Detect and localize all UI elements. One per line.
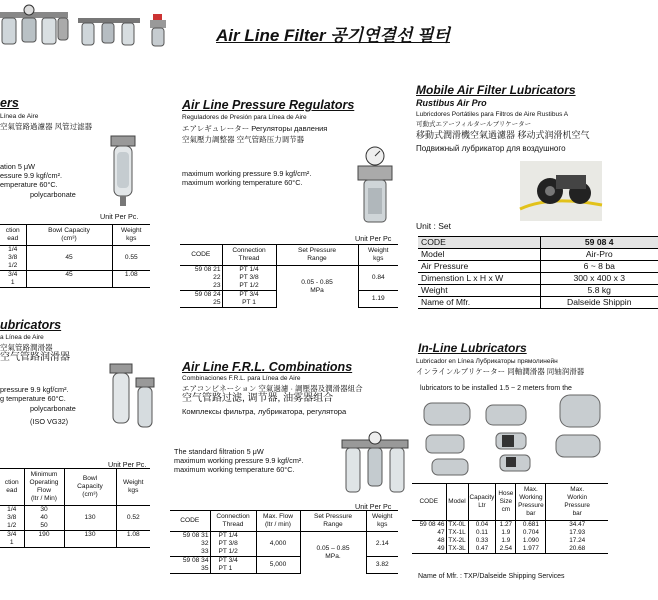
inline-desc-1: Lubricador en Línea Лубрикаторы прямолинейн [416,358,558,365]
table-row: 59 08 46 TX-0L 0.04 1.27 0.681 34.47 [412,521,608,530]
lubricators-table [0,468,150,548]
lubricator-image [108,364,158,441]
table-row: 59 08 34 PT 3/4 5,000 3.82 [170,557,398,566]
table-row: 3/8 40 130 0.52 [0,514,150,522]
table-row: 1 [0,539,150,548]
lubricators-col-thread: ction ead [0,469,24,506]
filters-spec-4: polycarbonate [30,190,76,199]
mobile-desc-2: 可動式エアーフィルタールブリケーター [416,121,532,128]
table-row: 25 PT 1 [180,299,398,308]
lubricators-unit: Unit Per Pc. [108,460,147,469]
frl-title: Air Line F.R.L. Combinations [182,360,353,374]
frl-flow-2: 5,000 [256,557,300,574]
frl-range-unit: MPa. [325,552,341,560]
table-row: 33 PT 1/2 [170,548,398,557]
header-bar [0,0,600,48]
regulators-col-weight: Weight kgs [358,245,398,266]
regulators-col-thread: Connection Thread [222,245,276,266]
frl-range: 0.05 – 0.85 [316,544,350,552]
mobile-desc-1: Lubricdores Portátiles para Filtros de Aire Rustibus A [416,111,569,118]
frl-desc-4: Комплексы фильтра, лубрикатора, регулятора [182,407,347,416]
table-row: 49 TX-3L 0.47 2.54 1.977 20.68 [412,545,608,554]
lubricators-spec-4: (ISO VG32) [30,417,69,426]
regulators-range: 0.05 - 0.85 [301,278,333,286]
table-row: 35 PT 1 [170,565,398,574]
regulators-table-wrap [180,244,398,308]
frl-unit-image-2 [78,18,140,53]
mobile-spec-table [418,236,658,309]
table-row: Model Air-Pro [418,249,658,261]
frl-col-range: Set Pressure Range [300,511,366,532]
frl-weight-2: 3.82 [366,557,398,574]
frl-spec-3: maximum working temperature 60°C. [174,465,295,474]
table-row: 1/4 30 [0,506,150,515]
frl-col-code: CODE [170,511,210,532]
frl-spec-2: maximum working pressure 9.9 kgf/cm². [174,456,304,465]
inline-col-model: Model [446,484,468,521]
inline-title: In-Line Lubricators [418,341,527,355]
mobile-unit-image [520,161,602,226]
frl-flow-1: 4,000 [256,532,300,557]
lubricators-desc-2: 空氣管路潤滑器 [0,343,53,352]
lubricators-spec-3: polycarbonate [30,404,76,413]
frl-col-weight: Weight kgs [366,511,398,532]
mobile-subtitle: Rustibus Air Pro [416,98,487,108]
inline-section [412,341,600,600]
lubricators-desc-3: 空气管路润滑器 [0,352,70,363]
lubricators-title: ubricators [0,318,62,332]
filters-spec-2: essure 9.9 kgf/cm². [0,171,63,180]
inline-col-hose: Hose Size cm [496,484,516,521]
table-row: 59 08 31 PT 1/4 4,000 0.05 – 0.85 MPa. 2.14 [170,532,398,541]
inline-col-capacity: Capacity Ltr [468,484,496,521]
table-row: 47 TX-1L 0.11 1.9 0.704 17.93 [412,529,608,537]
filters-col-weight: Weight kgs [112,225,150,246]
table-row: 59 08 24 PT 3/4 1.19 [180,291,398,300]
frl-table-wrap [170,510,398,574]
lubricators-col-flow: Minimum Operating Flow (ltr / Min) [24,469,64,506]
frl-table [170,510,398,574]
inline-lubricator-image [420,395,600,482]
table-row: Air Pressure 6 ~ 8 ba [418,261,658,273]
inline-note: lubricators to be installed 1.5 ~ 2 meters from the [420,385,572,392]
frl-desc-2: エアコンビネーション 空氣過濾 · 調壓器及潤滑器組合 [182,384,363,393]
regulators-unit: Unit Per Pc [355,234,392,243]
inline-col-pressure-2: Max. Workin Pressure bar [546,484,608,521]
table-row: 3/4 45 1.08 [0,271,150,280]
regulators-desc-3: 空氣壓力調整器 空气管路压力调节器 [182,135,305,144]
filters-table-wrap [0,224,150,288]
lubricators-spec-2: g temperature 60°C. [0,394,66,403]
regulator-image [148,14,168,53]
table-row: 48 TX-2L 0.33 1.9 1.090 17.24 [412,537,608,545]
regulators-weight-2: 1.19 [358,291,398,308]
table-row: 23 PT 1/2 [180,282,398,291]
filters-spec-3: emperature 60°C. [0,180,58,189]
regulators-col-code: CODE [180,245,222,266]
frl-desc-1: Combinaciones F.R.L. para Línea de Aire [182,375,301,382]
filter-image [108,136,138,213]
filters-table [0,224,150,288]
lubricators-desc-1: a Línea de Aire [0,334,44,341]
regulators-desc-1: Reguladores de Presión para Línea de Aire [182,114,307,121]
inline-col-code: CODE [412,484,446,521]
table-row: 1/4 [0,246,150,255]
mobile-title: Mobile Air Filter Lubricators [416,83,576,97]
filters-col-thread: ction ead [0,225,26,246]
table-row: Dimenstion L x H x W 300 x 400 x 3 [418,273,658,285]
frl-desc-3: 空气管路过滤, 调节器, 油雾器组合 [182,393,334,404]
inline-desc-2: インラインルブリケーター 同軸潤滑器 同轴润滑器 [416,367,585,376]
table-row: Weight 5.8 kg [418,285,658,297]
mobile-section [412,83,632,323]
frl-product-image [342,432,408,503]
table-row: 3/8 45 0.55 [0,254,150,262]
frl-col-thread: Connection Thread [210,511,256,532]
regulators-range-unit: MPa [310,286,324,294]
frl-unit-image [0,10,70,53]
lubricators-spec-1: pressure 9.9 kgf/cm². [0,385,69,394]
filters-title: ers [0,96,19,110]
filters-desc-2: 空氣管路過濾器 风管过滤器 [0,122,93,131]
filters-col-cap: Bowl Capacity (cm³) [26,225,112,246]
filters-unit: Unit Per Pc. [100,212,139,221]
regulators-weight-1: 0.84 [358,266,398,291]
regulators-spec-1: maximum working pressure 9.9 kgf/cm². [182,169,312,178]
inline-col-pressure-1: Max. Working Pressure bar [516,484,546,521]
inline-table [412,483,608,554]
regulator-product-image [352,146,398,231]
mobile-unit: Unit : Set [416,221,451,231]
table-row: 1/2 [0,262,150,271]
frl-weight-1: 2.14 [366,532,398,557]
frl-spec-1: The standard filtration 5 μW [174,447,264,456]
filters-desc-1: Línea de Aire [0,113,39,120]
table-row: CODE 59 08 4 [418,237,658,249]
frl-unit: Unit Per Pc [355,502,392,511]
regulators-spec-2: maximum working temperature 60°C. [182,178,303,187]
lubricators-table-wrap [0,468,150,548]
regulators-desc-2: エアレギュレーター Регуляторы давления [182,124,328,133]
table-row: 32 PT 3/8 [170,540,398,548]
lubricators-col-weight: Weight kgs [116,469,150,506]
table-row: Name of Mfr. Dalseide Shippin [418,297,658,309]
regulators-table [180,244,398,308]
mobile-desc-3: 移動式潤滑機空氣過濾器 移动式润滑机空气 [416,130,590,140]
lubricators-col-cap: Bowl Capacity (cm³) [64,469,116,506]
table-row: 3/4 190 130 1.08 [0,531,150,540]
table-row: 1 [0,279,150,288]
filters-spec-1: ation 5 μW [0,162,36,171]
regulators-title: Air Line Pressure Regulators [182,98,355,112]
inline-mfr: Name of Mfr. : TXP/Dalseide Shipping Services [418,573,565,580]
frl-col-flow: Max. Flow (ltr / min) [256,511,300,532]
table-row: 22 PT 3/8 [180,274,398,282]
page-title: Air Line Filter 공기연결선 필터 [216,26,450,45]
table-row: 1/2 50 [0,522,150,531]
mobile-desc-4: Подвижный лубрикатор для воздушного [416,144,566,153]
regulators-col-range: Set Pressure Range [276,245,358,266]
table-row: 59 08 21 PT 1/4 0.05 - 0.85 MPa 0.84 [180,266,398,275]
